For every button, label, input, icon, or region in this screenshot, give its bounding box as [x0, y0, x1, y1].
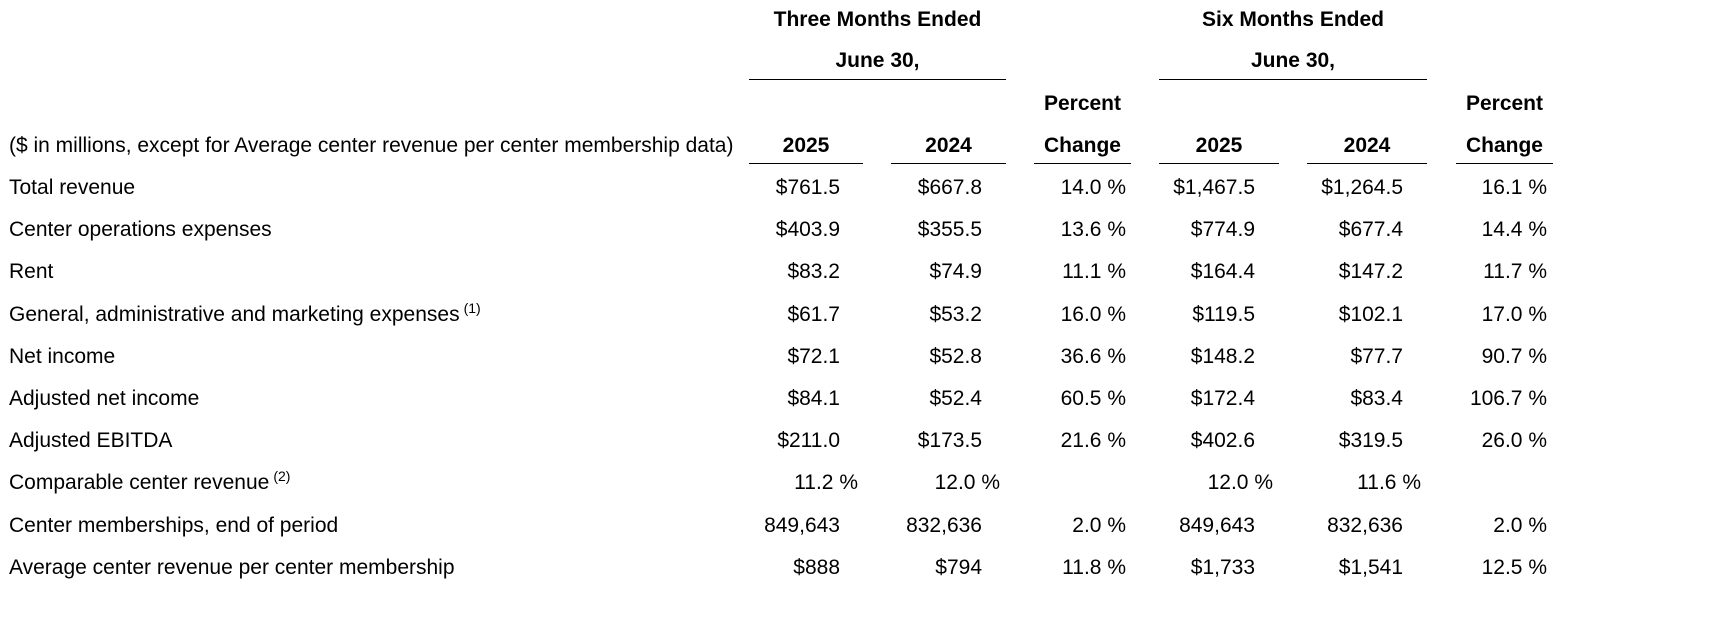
col-2024-three-months: 2024	[925, 134, 972, 157]
pct-change-b-line2: Change	[1465, 134, 1543, 157]
col-2025-three-months-underline	[749, 163, 863, 164]
cell-qpct: 21.6 %	[1060, 429, 1126, 452]
cell-hpct: 2.0 %	[1493, 514, 1547, 537]
row-label-text: Center operations expenses	[9, 218, 272, 241]
cell-h2024: $83.4	[1350, 387, 1403, 410]
row-label-text: Net income	[9, 345, 116, 368]
cell-h2024: $677.4	[1338, 218, 1403, 241]
cell-h2025: $119.5	[1192, 303, 1255, 326]
col-2025-six-months-underline	[1159, 163, 1279, 164]
cell-h2025: $148.2	[1190, 345, 1255, 368]
row-label-text: Comparable center revenue	[9, 471, 270, 494]
cell-hpct: 90.7 %	[1481, 345, 1547, 368]
cell-h2024: $319.5	[1338, 429, 1403, 452]
cell-h2025: $172.4	[1190, 387, 1255, 410]
cell-h2024: 832,636	[1327, 514, 1403, 537]
row-label	[9, 513, 338, 539]
cell-hpct: 12.5 %	[1481, 556, 1547, 579]
cell-q2025: $84.1	[787, 387, 840, 410]
row-label	[9, 302, 481, 329]
cell-qpct: 36.6 %	[1060, 345, 1126, 368]
cell-q2024: $74.9	[929, 260, 982, 283]
row-label-text: Average center revenue per center membership	[9, 556, 455, 579]
cell-q2024: $53.2	[929, 303, 982, 326]
cell-q2024: $355.5	[917, 218, 982, 241]
cell-h2025: $1,733	[1190, 556, 1255, 579]
cell-q2025: $888	[793, 556, 840, 579]
cell-q2024: $52.4	[929, 387, 982, 410]
units-label: ($ in millions, except for Average center revenue per center membership data)	[9, 134, 734, 157]
row-label	[9, 259, 53, 285]
cell-h2025: $402.6	[1190, 429, 1255, 452]
cell-hpct: 14.4 %	[1481, 218, 1547, 241]
cell-qpct: 16.0 %	[1060, 303, 1126, 326]
pct-change-b-underline	[1456, 163, 1553, 164]
row-label-text: General, administrative and marketing expenses	[9, 303, 460, 326]
row-label	[9, 428, 172, 454]
six-months-date: June 30,	[1250, 49, 1336, 72]
cell-hpct: 16.1 %	[1481, 176, 1547, 199]
row-label	[9, 555, 455, 581]
cell-q2025: $72.1	[787, 345, 840, 368]
col-2025-three-months: 2025	[782, 134, 830, 157]
cell-hpct: 11.7 %	[1483, 260, 1547, 283]
cell-h2024: $147.2	[1338, 260, 1403, 283]
cell-qpct: 11.8 %	[1062, 556, 1126, 579]
row-label-text: Center memberships, end of period	[9, 514, 339, 537]
cell-hpct: 26.0 %	[1481, 429, 1547, 452]
cell-qpct: 14.0 %	[1060, 176, 1126, 199]
footnote-marker: (1)	[463, 300, 481, 316]
cell-qpct: 11.1 %	[1062, 260, 1126, 283]
cell-qpct: 13.6 %	[1060, 218, 1126, 241]
cell-q2024: 12.0 %	[934, 471, 1000, 494]
cell-qpct: 2.0 %	[1072, 514, 1126, 537]
row-label-text: Total revenue	[9, 176, 136, 199]
col-2024-three-months-underline	[891, 163, 1006, 164]
col-2024-six-months: 2024	[1343, 134, 1391, 157]
six-months-title: Six Months Ended	[1201, 8, 1384, 31]
row-label	[9, 470, 290, 497]
row-label-text: Rent	[9, 260, 54, 283]
col-2024-six-months-underline	[1307, 163, 1427, 164]
cell-h2025: $1,467.5	[1173, 176, 1255, 199]
cell-h2024: $77.7	[1350, 345, 1403, 368]
cell-qpct: 60.5 %	[1060, 387, 1126, 410]
three-months-title: Three Months Ended	[773, 8, 982, 31]
cell-q2025: 849,643	[764, 514, 840, 537]
cell-q2025: $83.2	[787, 260, 840, 283]
col-2025-six-months: 2025	[1195, 134, 1243, 157]
cell-h2024: $1,541	[1338, 556, 1403, 579]
row-label	[9, 217, 272, 243]
row-label-text: Adjusted net income	[9, 387, 200, 410]
pct-change-a-line2: Change	[1043, 134, 1121, 157]
footnote-marker: (2)	[273, 468, 291, 484]
cell-h2025: $164.4	[1190, 260, 1255, 283]
cell-h2024: $1,264.5	[1321, 176, 1403, 199]
cell-hpct: 106.7 %	[1469, 387, 1547, 410]
cell-q2024: $794	[935, 556, 982, 579]
pct-change-a-line1: Percent	[1043, 92, 1122, 115]
cell-q2025: 11.2 %	[794, 471, 858, 494]
row-label	[9, 344, 115, 370]
pct-change-b-line1: Percent	[1465, 92, 1544, 115]
three-months-date: June 30,	[835, 49, 920, 72]
pct-change-a-underline	[1034, 163, 1131, 164]
cell-hpct: 17.0 %	[1481, 303, 1547, 326]
cell-q2025: $403.9	[775, 218, 840, 241]
three-months-underline	[749, 79, 1006, 80]
six-months-underline	[1159, 79, 1427, 80]
cell-h2024: 11.6 %	[1357, 471, 1421, 494]
cell-q2024: $52.8	[929, 345, 982, 368]
row-label	[9, 386, 199, 412]
cell-h2025: 12.0 %	[1207, 471, 1273, 494]
cell-q2025: $61.7	[787, 303, 840, 326]
cell-h2025: $774.9	[1190, 218, 1255, 241]
cell-h2025: 849,643	[1179, 514, 1255, 537]
cell-q2024: 832,636	[906, 514, 982, 537]
cell-q2025: $211.0	[777, 429, 840, 452]
row-label-text: Adjusted EBITDA	[9, 429, 173, 452]
cell-h2024: $102.1	[1338, 303, 1403, 326]
cell-q2024: $173.5	[917, 429, 982, 452]
cell-q2025: $761.5	[775, 176, 840, 199]
row-label	[9, 175, 135, 201]
cell-q2024: $667.8	[917, 176, 982, 199]
